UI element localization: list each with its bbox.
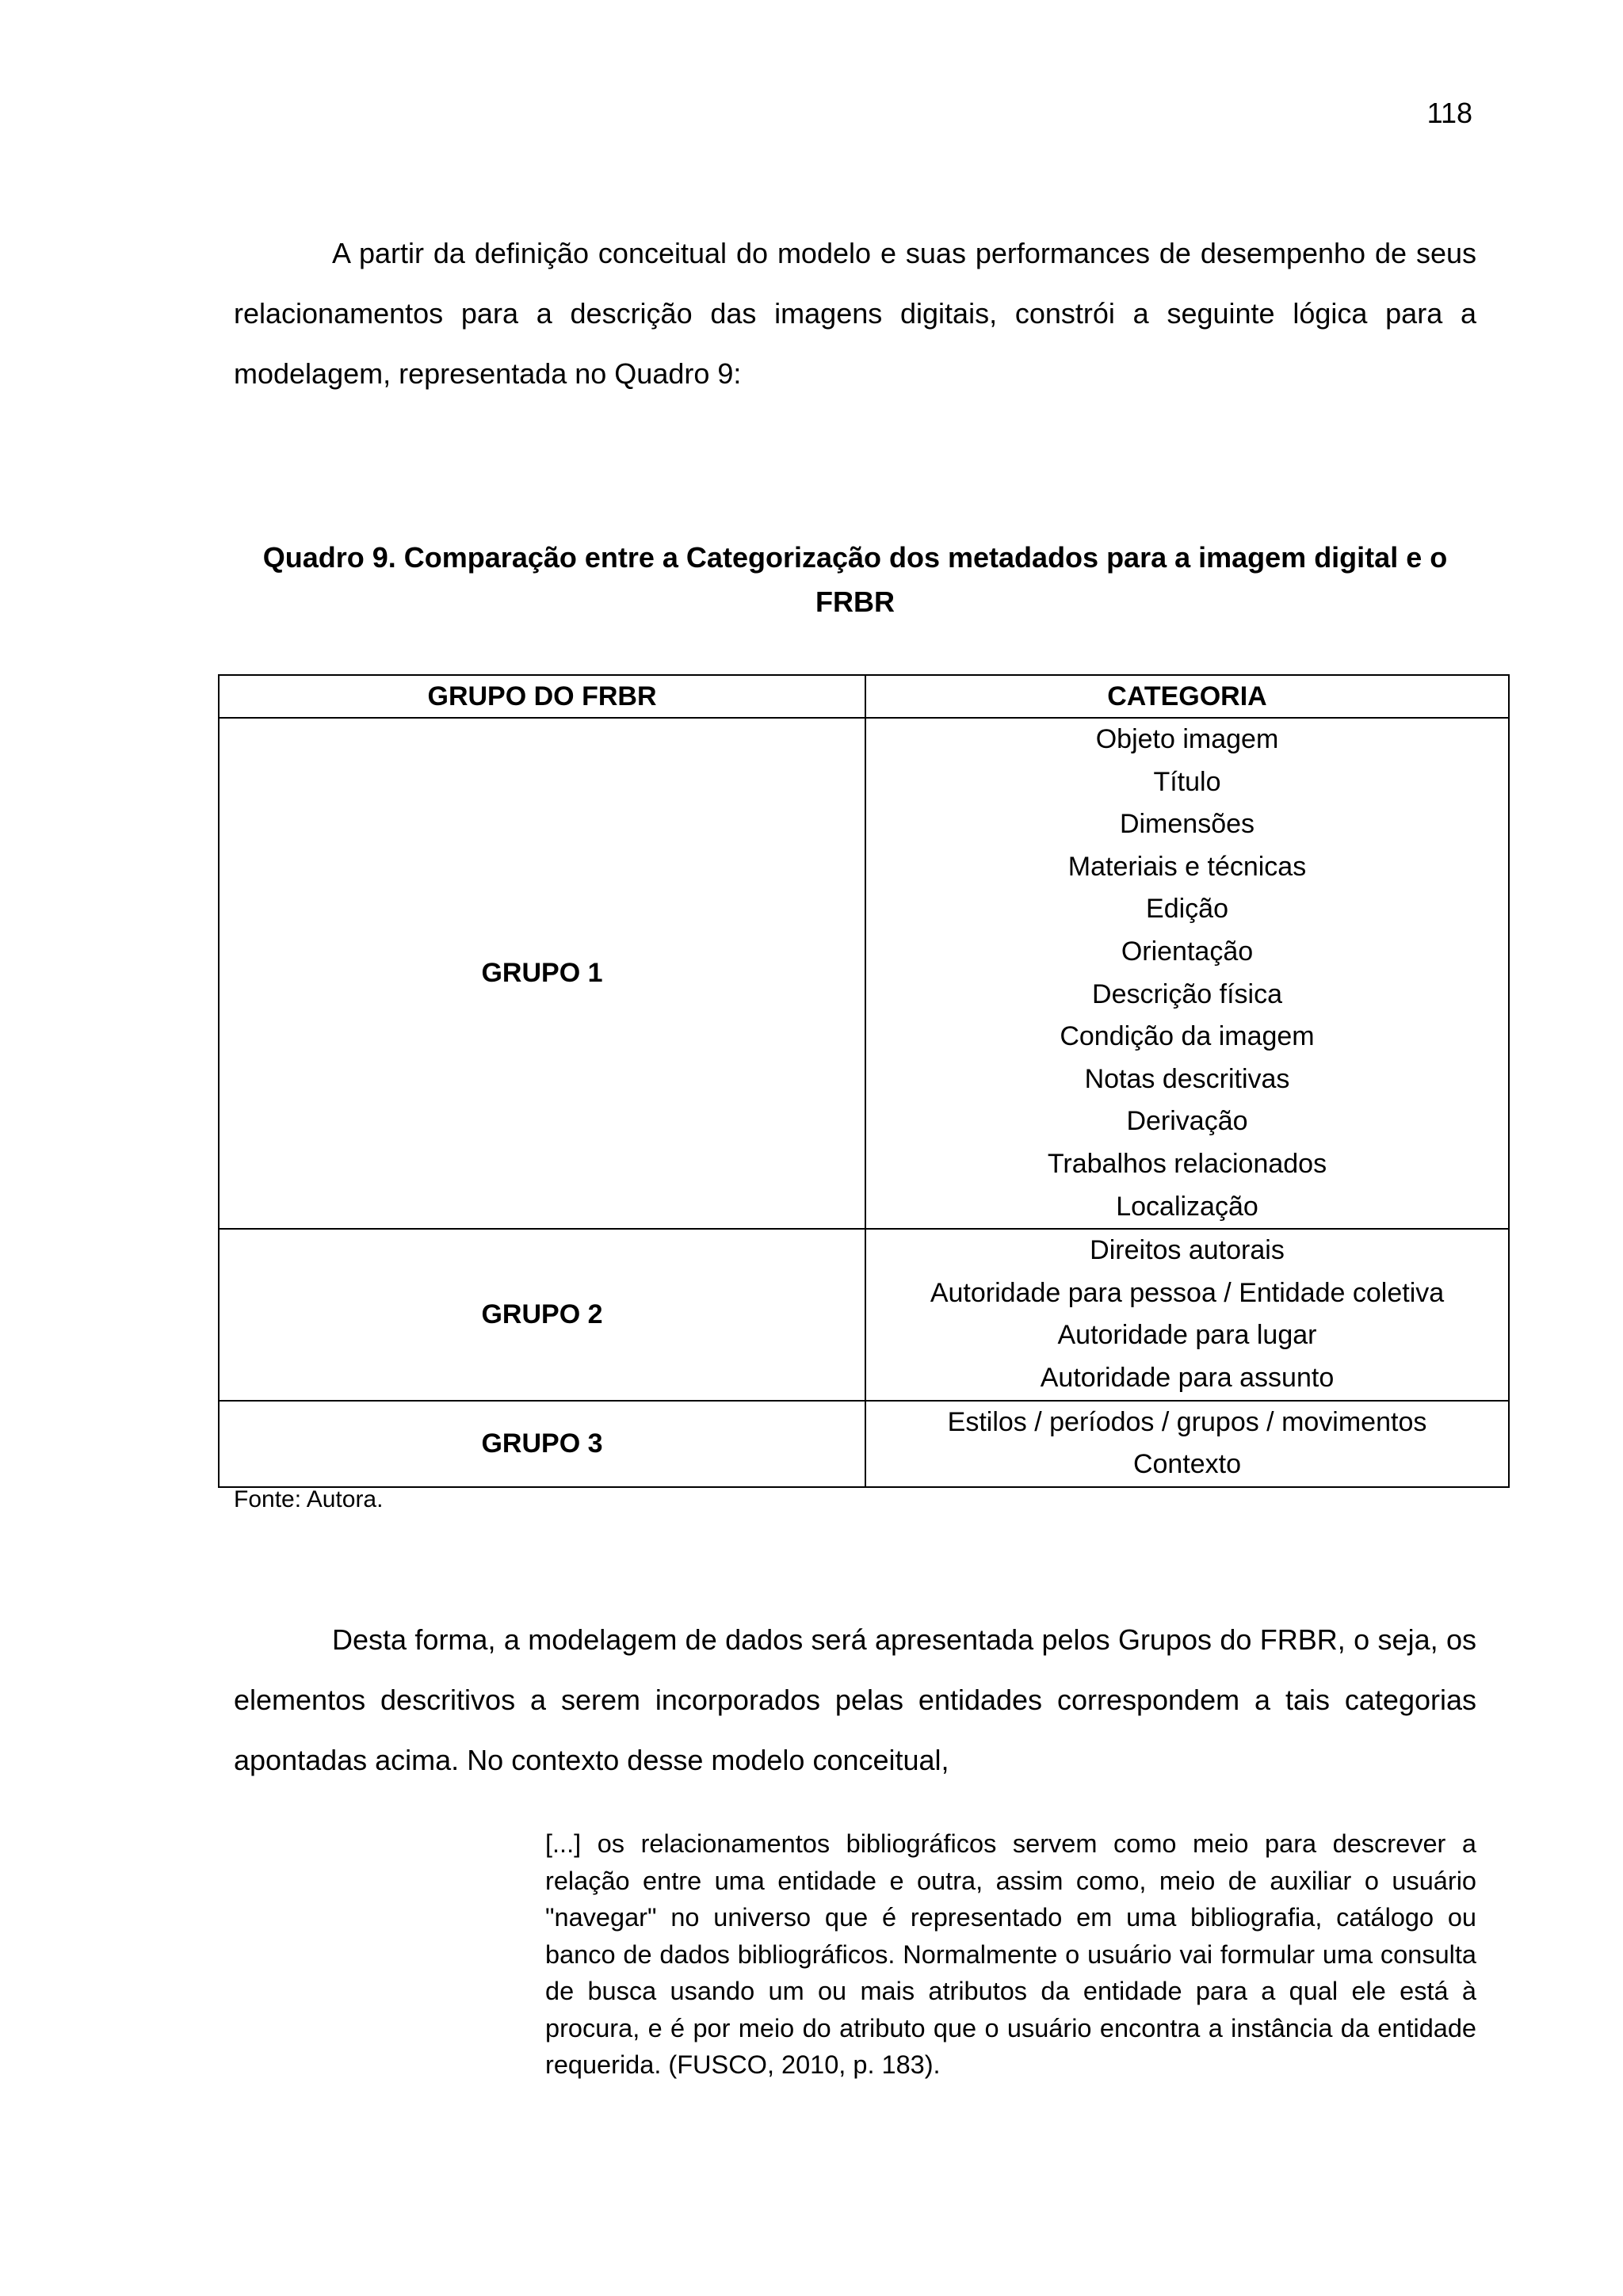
block-quote: [...] os relacionamentos bibliográficos servem como meio para descrever a relação entre uma entidade e outra, assim como, meio de auxiliar o usuário "navegar" no universo que é representado em uma bibliografia, catálogo ou banco de dados bibliográficos. Normalmente o usuário vai formular uma consulta de busca usando um ou mais atributos da entidade para a qual ele está à procura, e é por meio do atributo que o usuário encontra a instância da entidade requerida. (FUSCO, 2010, p. 183).	[545, 1829, 1476, 2079]
table-header-row	[219, 675, 1509, 718]
category-item: Dimensões	[1119, 809, 1255, 840]
category-item: Autoridade para assunto	[1040, 1362, 1335, 1393]
category-item: Autoridade para lugar	[1057, 1320, 1317, 1351]
category-item: Direitos autorais	[1090, 1235, 1285, 1266]
category-item: Contexto	[1132, 1449, 1242, 1480]
header-grupo: GRUPO DO FRBR	[219, 675, 865, 718]
page-number: 118	[1426, 97, 1472, 129]
frbr-comparison-table	[218, 674, 1510, 1488]
grupo-1-cell: GRUPO 1	[219, 718, 865, 1229]
table-row-grupo-1	[219, 718, 1509, 1229]
category-item: Descrição física	[1092, 978, 1282, 1009]
category-item: Título	[1153, 766, 1221, 797]
table-source: Fonte: Autora.	[234, 1486, 384, 1512]
category-item: Localização	[1116, 1191, 1258, 1222]
category-item: Derivação	[1126, 1106, 1248, 1137]
category-item: Notas descritivas	[1084, 1063, 1290, 1094]
grupo-2-cell: GRUPO 2	[219, 1229, 865, 1400]
table-row-grupo-2	[219, 1229, 1509, 1400]
grupo-2-categories	[865, 1229, 1509, 1400]
category-item: Edição	[1146, 894, 1228, 925]
grupo-1-categories	[865, 718, 1509, 1229]
grupo-3-categories	[865, 1401, 1509, 1487]
category-item: Condição da imagem	[1060, 1021, 1315, 1052]
table-caption	[234, 536, 1476, 624]
category-item: Estilos / períodos / grupos / movimentos	[947, 1406, 1427, 1437]
intro-paragraph: A partir da definição conceitual do modelo e suas performances de desempenho de seus relacionamentos para a descrição das imagens digitais, constrói a seguinte lógica para a modelagem, representada no Quadro 9:	[234, 237, 1476, 390]
category-item: Objeto imagem	[1095, 724, 1279, 754]
header-categoria: CATEGORIA	[865, 675, 1509, 718]
category-item: Orientação	[1121, 936, 1254, 967]
category-item: Trabalhos relacionados	[1047, 1148, 1327, 1179]
grupo-3-cell: GRUPO 3	[219, 1401, 865, 1487]
table-row-grupo-3	[219, 1401, 1509, 1487]
table-caption-line-1: Quadro 9. Comparação entre a Categorização dos metadados para a imagem digital e o	[262, 541, 1448, 574]
category-item: Materiais e técnicas	[1067, 851, 1307, 882]
table-caption-line-2: FRBR	[815, 585, 895, 618]
category-item: Autoridade para pessoa / Entidade coletiva	[930, 1277, 1445, 1308]
body-paragraph: Desta forma, a modelagem de dados será apresentada pelos Grupos do FRBR, o seja, os elementos descritivos a serem incorporados pelas entidades correspondem a tais categorias apontadas acima. No contexto desse modelo conceitual,	[234, 1623, 1476, 1776]
